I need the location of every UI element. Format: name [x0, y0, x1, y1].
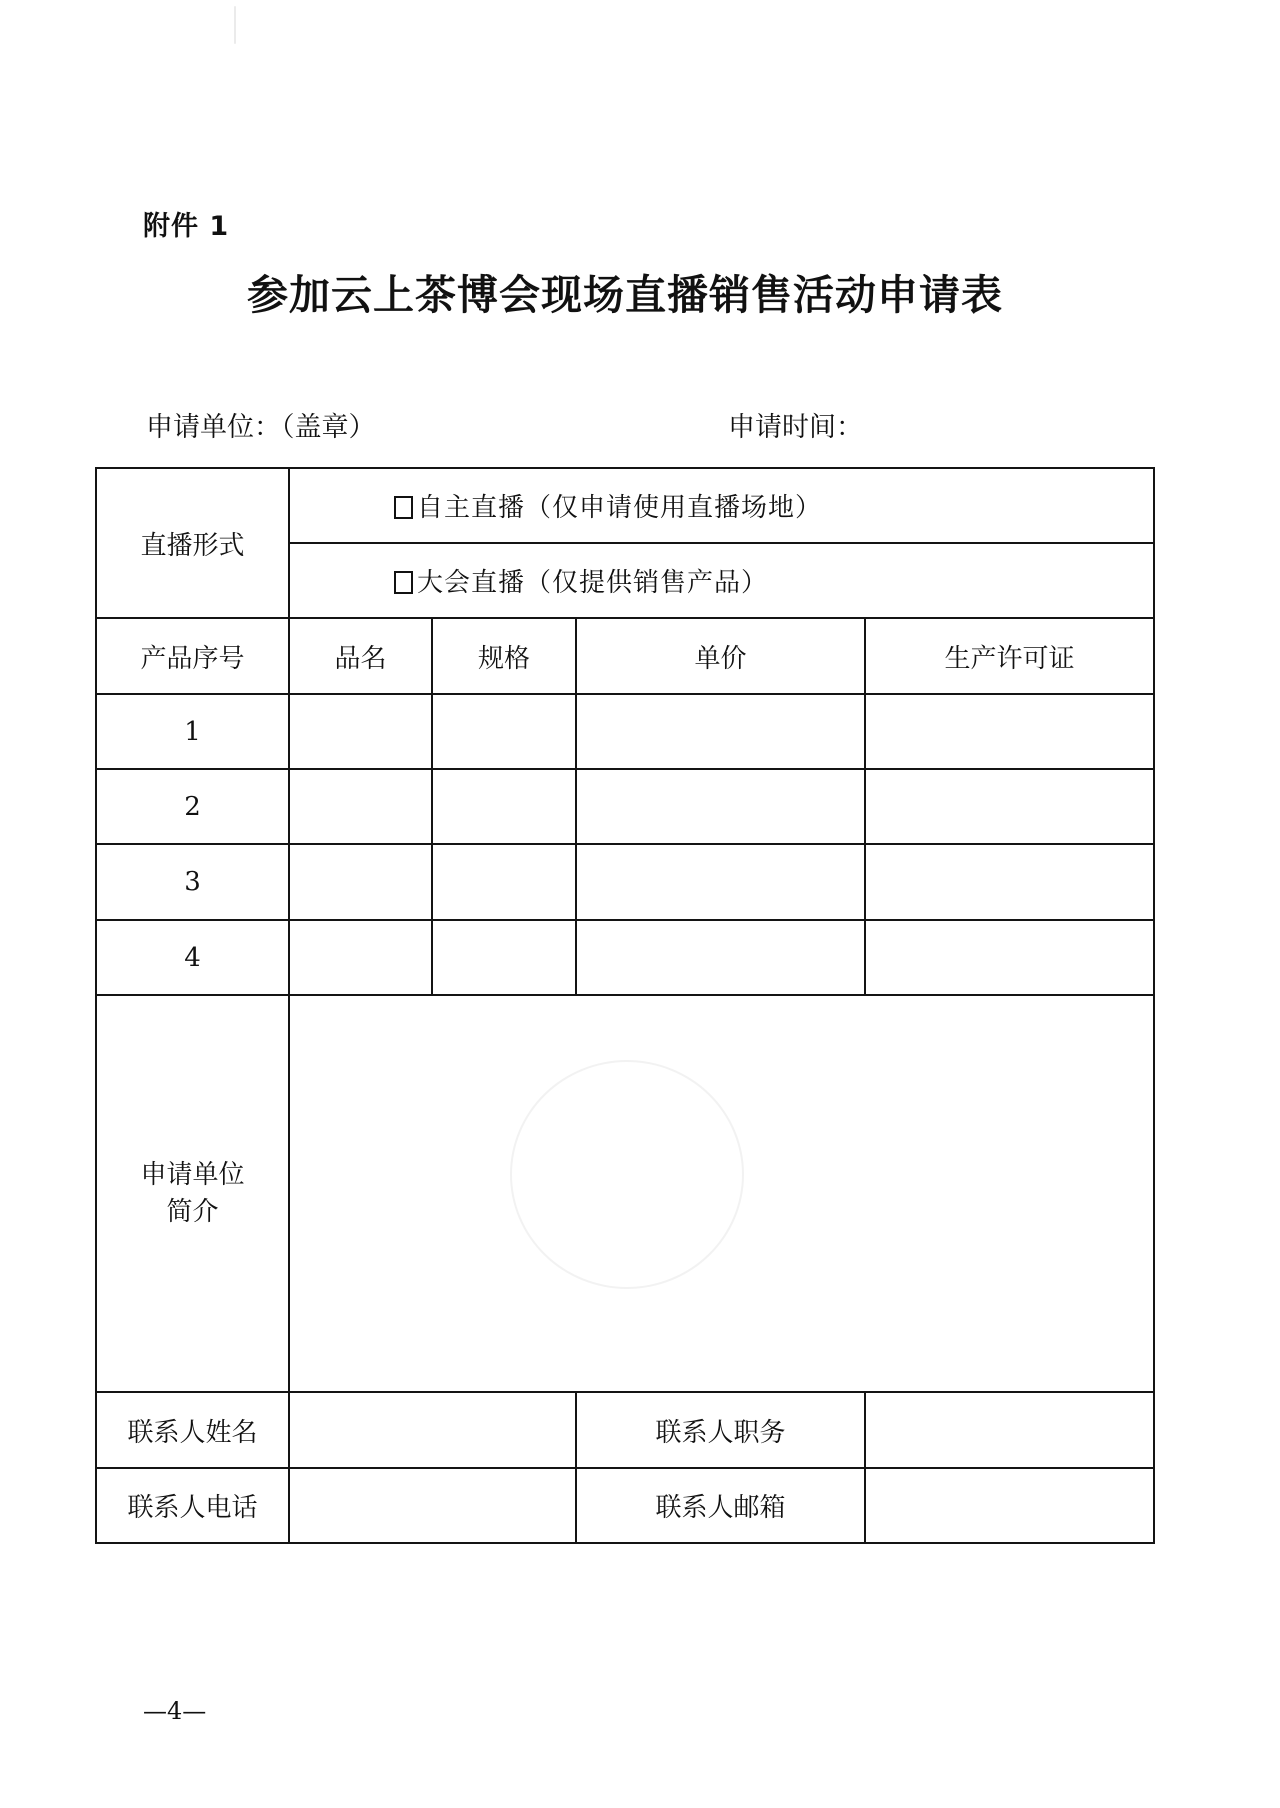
column-header-name: 品名 — [289, 618, 432, 694]
product-name-cell[interactable] — [289, 694, 432, 769]
application-form-table — [95, 467, 1155, 1544]
checkbox-self-broadcast[interactable] — [394, 496, 413, 519]
product-price-cell[interactable] — [576, 844, 865, 920]
intro-label-line1: 申请单位 — [140, 1159, 245, 1190]
table-row — [96, 694, 1154, 769]
product-header-row — [96, 618, 1154, 694]
contact-name-label: 联系人姓名 — [96, 1392, 289, 1468]
product-index: 1 — [96, 694, 289, 769]
option-self-broadcast[interactable] — [289, 468, 1154, 543]
table-row — [96, 920, 1154, 995]
broadcast-type-label: 直播形式 — [96, 468, 289, 618]
scan-artifact — [234, 6, 236, 44]
product-spec-cell[interactable] — [432, 920, 576, 995]
column-header-license: 生产许可证 — [865, 618, 1154, 694]
product-license-cell[interactable] — [865, 769, 1154, 844]
product-name-cell[interactable] — [289, 844, 432, 920]
product-name-cell[interactable] — [289, 920, 432, 995]
table-row — [96, 769, 1154, 844]
faint-seal-stamp — [510, 1060, 744, 1289]
contact-phone-label: 联系人电话 — [96, 1468, 289, 1543]
checkbox-official-broadcast[interactable] — [394, 571, 413, 594]
page-title — [0, 262, 1280, 321]
page-number: —4— — [143, 1697, 207, 1725]
option-self-broadcast-label: 自主直播（仅申请使用直播场地） — [417, 493, 823, 523]
column-header-index: 产品序号 — [96, 618, 289, 694]
column-header-price: 单价 — [576, 618, 865, 694]
product-license-cell[interactable] — [865, 920, 1154, 995]
contact-row — [96, 1392, 1154, 1468]
application-date-label: 申请时间： — [728, 412, 863, 443]
product-spec-cell[interactable] — [432, 769, 576, 844]
option-official-broadcast-label: 大会直播（仅提供销售产品） — [417, 568, 769, 598]
product-spec-cell[interactable] — [432, 694, 576, 769]
product-name-cell[interactable] — [289, 769, 432, 844]
product-license-cell[interactable] — [865, 844, 1154, 920]
product-spec-cell[interactable] — [432, 844, 576, 920]
product-price-cell[interactable] — [576, 920, 865, 995]
product-index: 4 — [96, 920, 289, 995]
contact-email-label: 联系人邮箱 — [576, 1468, 865, 1543]
page-title-text: 参加云上茶博会现场直播销售活动申请表 — [247, 271, 1003, 319]
product-price-cell[interactable] — [576, 694, 865, 769]
intro-label — [96, 995, 289, 1392]
product-license-cell[interactable] — [865, 694, 1154, 769]
product-index: 3 — [96, 844, 289, 920]
product-price-cell[interactable] — [576, 769, 865, 844]
contact-email-field[interactable] — [865, 1468, 1154, 1543]
product-index: 2 — [96, 769, 289, 844]
contact-name-field[interactable] — [289, 1392, 576, 1468]
contact-phone-field[interactable] — [289, 1468, 576, 1543]
contact-position-field[interactable] — [865, 1392, 1154, 1468]
applicant-unit-label: 申请单位：（盖章） — [146, 412, 376, 443]
column-header-spec: 规格 — [432, 618, 576, 694]
table-row — [96, 844, 1154, 920]
contact-position-label: 联系人职务 — [576, 1392, 865, 1468]
option-official-broadcast[interactable] — [289, 543, 1154, 618]
contact-row — [96, 1468, 1154, 1543]
broadcast-option-row — [96, 468, 1154, 543]
intro-label-line2: 简介 — [166, 1196, 219, 1227]
attachment-label: 附件 1 — [143, 211, 230, 242]
